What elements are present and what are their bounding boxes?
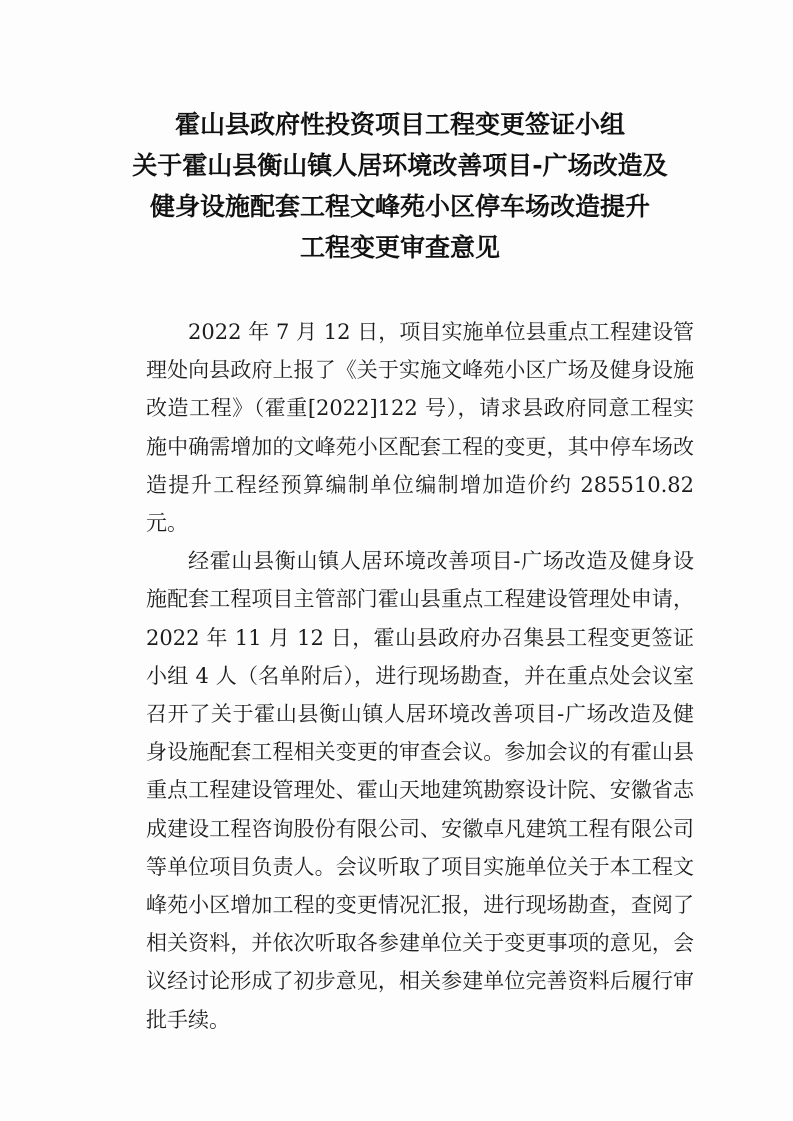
paragraph-2: 经霍山县衡山镇人居环境改善项目-广场改造及健身设施配套工程项目主管部门霍山县重点工程建设管理处申请，2022 年 11 月 12 日，霍山县政府办召集县工程变更签证小组 4 人（名单附后），进行现场勘查，并在重点处会议室召开了关于霍山县衡山镇人居环境改善项目-广场改造及健身设施配套工程相关变更的审查会议。参加会议的有霍山县重点工程建设管理处、霍山天地建筑勘察设计院、安徽省志成建设工程咨询股份有限公司、安徽卓凡建筑工程有限公司等单位项目负责人。会议听取了项目实施单位关于本工程文峰苑小区增加工程的变更情况汇报，进行现场勘查，查阅了相关资料，并依次听取各参建单位关于变更事项的意见，会议经讨论形成了初步意见，相关参建单位完善资料后履行审批手续。 [146, 549, 694, 1032]
title-line-4: 工程变更审查意见 [299, 233, 500, 262]
title-line-3: 健身设施配套工程文峰苑小区停车场改造提升 [149, 192, 650, 221]
title-line-2: 关于霍山县衡山镇人居环境改善项目-广场改造及 [132, 151, 668, 180]
document-body [146, 313, 694, 1039]
document-title [100, 104, 700, 268]
title-line-1: 霍山县政府性投资项目工程变更签证小组 [174, 110, 625, 139]
paragraph-1: 2022 年 7 月 12 日，项目实施单位县重点工程建设管理处向县政府上报了《关于实施文峰苑小区广场及健身设施改造工程》（霍重[2022]122 号），请求县政府同意工程实施中确需增加的文峰苑小区配套工程的变更，其中停车场改造提升工程经预算编制单位编制增加造价约 285510.82 元。 [146, 320, 694, 536]
